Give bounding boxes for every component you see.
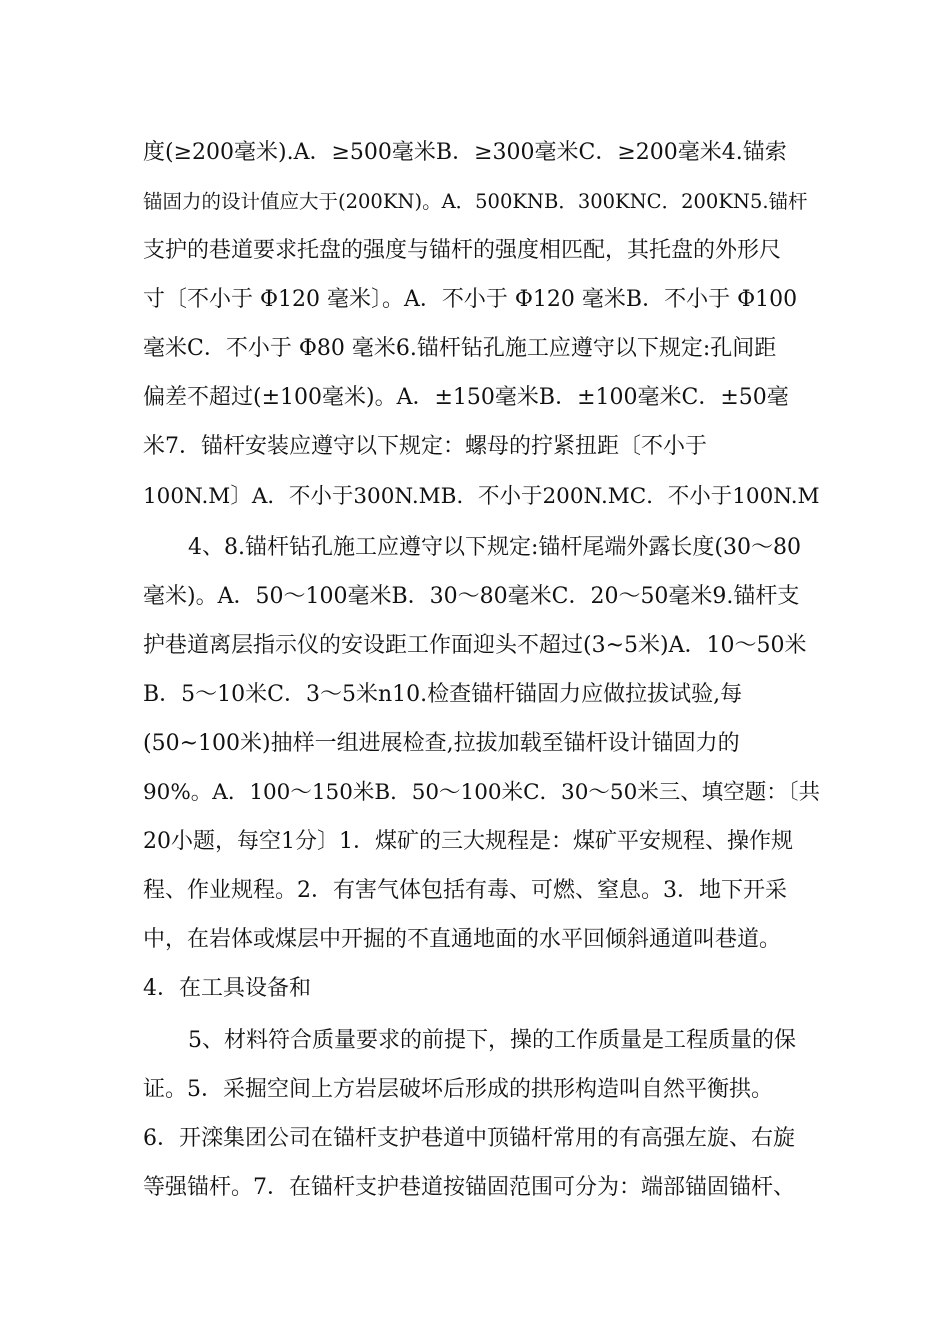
text-line: 90%。A．100～150米B．50～100米C．30～50米三、填空题：〔共 bbox=[143, 780, 821, 805]
text-line: 寸〔不小于 Φ120 毫米〕。A．不小于 Φ120 毫米B．不小于 Φ100 bbox=[143, 287, 798, 312]
text-line: 20小题，每空1分〕1．煤矿的三大规程是：煤矿平安规程、操作规 bbox=[143, 829, 793, 854]
text-line-indented: 4、8.锚杆钻孔施工应遵守以下规定:锚杆尾端外露长度(30～80 bbox=[188, 535, 801, 560]
text-line: 护巷道离层指示仪的安设距工作面迎头不超过(3~5米)A．10～50米 bbox=[143, 633, 807, 658]
text-line: B．5～10米C．3～5米n10.检查锚杆锚固力应做拉拔试验,每 bbox=[143, 682, 743, 707]
text-line: (50~100米)抽样一组进展检查,拉拔加载至锚杆设计锚固力的 bbox=[143, 731, 740, 756]
text-line: 6．开滦集团公司在锚杆支护巷道中顶锚杆常用的有高强左旋、右旋 bbox=[143, 1126, 795, 1151]
text-line: 100N.M〕A．不小于300N.MB．不小于200N.MC．不小于100N.M bbox=[143, 484, 820, 509]
text-line: 程、作业规程。2．有害气体包括有毒、可燃、窒息。3．地下开采 bbox=[143, 878, 787, 903]
text-line: 锚固力的设计值应大于(200KN)。A．500KNB．300KNC．200KN5.锚杆 bbox=[143, 190, 808, 213]
text-line: 米7．锚杆安装应遵守以下规定：螺母的拧紧扭距〔不小于 bbox=[143, 434, 707, 459]
text-line-indented: 5、材料符合质量要求的前提下，操的工作质量是工程质量的保 bbox=[188, 1028, 796, 1053]
text-line: 支护的巷道要求托盘的强度与锚杆的强度相匹配，其托盘的外形尺 bbox=[143, 238, 782, 263]
text-line: 等强锚杆。7．在锚杆支护巷道按锚固范围可分为：端部锚固锚杆、 bbox=[143, 1175, 795, 1200]
text-line: 4．在工具设备和 bbox=[143, 976, 311, 1001]
text-line: 度(≥200毫米).A．≥500毫米B．≥300毫米C．≥200毫米4.锚索 bbox=[143, 140, 787, 165]
text-line: 毫米)。A．50～100毫米B．30～80毫米C．20～50毫米9.锚杆支 bbox=[143, 584, 800, 609]
text-line: 证。5．采掘空间上方岩层破坏后形成的拱形构造叫自然平衡拱。 bbox=[143, 1077, 773, 1102]
text-line: 毫米C．不小于 Φ80 毫米6.锚杆钻孔施工应遵守以下规定:孔间距 bbox=[143, 336, 777, 361]
text-line: 中，在岩体或煤层中开掘的不直通地面的水平回倾斜通道叫巷道。 bbox=[143, 927, 782, 952]
text-line: 偏差不超过(±100毫米)。A．±150毫米B．±100毫米C．±50毫 bbox=[143, 385, 789, 410]
